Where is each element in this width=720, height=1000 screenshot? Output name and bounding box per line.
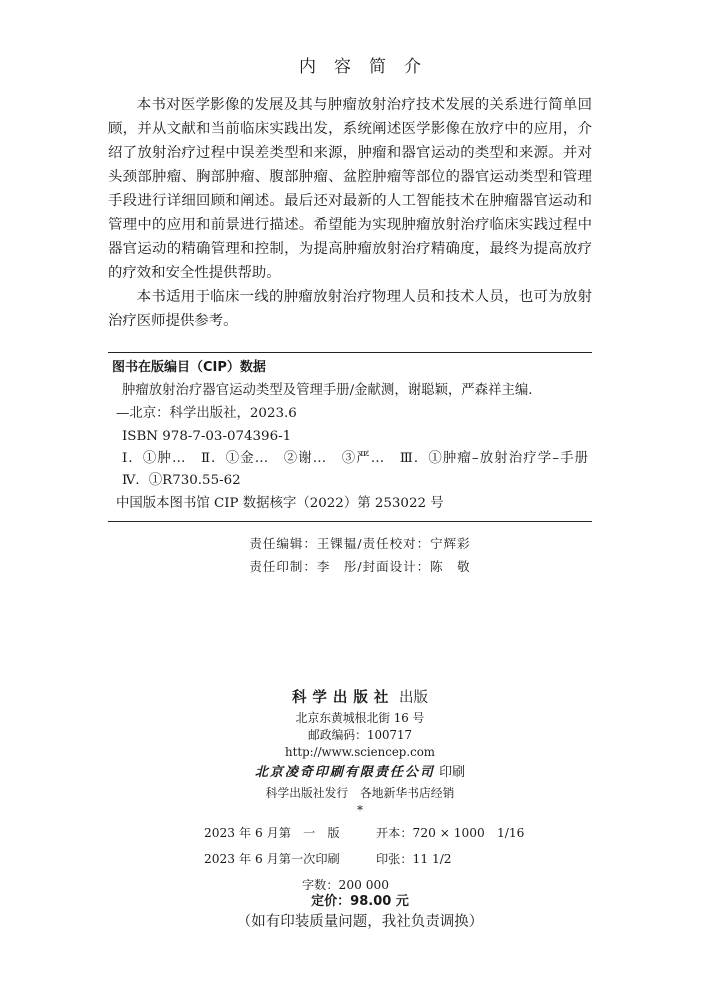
distribution-line: 科学出版社发行 各地新华书店经销 xyxy=(265,786,455,800)
printer-suffix: 印刷 xyxy=(439,765,466,780)
cip-verification: 中国版本图书馆 CIP 数据核字（2022）第 253022 号 xyxy=(116,496,444,511)
format-info: 开本：720 × 1000 1/16 xyxy=(376,826,525,840)
quality-note: （如有印装质量问题，我社负责调换） xyxy=(236,914,484,930)
page-title: 内容简介 xyxy=(299,57,439,77)
cip-classification: Ⅰ．①肿… Ⅱ．①金… ②谢… ③严… Ⅲ．①肿瘤–放射治疗学–手册 Ⅳ．①R730.55-62 xyxy=(122,451,602,488)
summary-paragraph-2: 本书适用于临床一线的肿瘤放射治疗物理人员和技术人员，也可为放射治疗医师提供参考。 xyxy=(108,289,592,329)
staff-line-print: 责任印制：李 彤/封面设计：陈 敬 xyxy=(249,559,471,574)
word-count: 字数：200 000 xyxy=(302,878,389,892)
summary-paragraph-1: 本书对医学影像的发展及其与肿瘤放射治疗技术发展的关系进行简单回顾，并从文献和当前临床实践出发，系统阐述医学影像在放疗中的应用，介绍了放射治疗过程中误差类型和来源，肿瘤和器官运动的类型和来源。并对头颈部肿瘤、胸部肿瘤、腹部肿瘤、盆腔肿瘤等部位的器官运动类型和管理手段进行详细回顾和阐述。最后还对最新的人工智能技术在肿瘤器官运动和管理中的应用和前景进行描述。希望能为实现肿瘤放射治疗临床实践过程中器官运动的精确管理和控制，为提高肿瘤放射治疗精确度，最终为提高放疗的疗效和安全性提供帮助。 xyxy=(108,97,592,281)
cip-data-block xyxy=(108,352,602,522)
imprint-block xyxy=(0,686,720,818)
publisher-address: 北京东黄城根北街 16 号 xyxy=(295,711,425,725)
printer-line xyxy=(0,761,720,785)
separator-star: * xyxy=(357,803,363,817)
staff-credits xyxy=(0,532,720,578)
printer-logo: 北京凌奇印刷有限责任公司 xyxy=(254,765,435,780)
publisher-postcode: 邮政编码：100717 xyxy=(307,728,413,742)
printing-info: 2023 年 6 月第一次印刷 xyxy=(204,852,340,866)
publisher-suffix: 出版 xyxy=(399,690,429,706)
summary-section xyxy=(108,93,592,333)
cip-heading: 图书在版编目（CIP）数据 xyxy=(112,360,266,375)
cip-title-line: 肿瘤放射治疗器官运动类型及管理手册/金献测，谢聪颖，严森祥主编． xyxy=(122,383,542,398)
cip-isbn: ISBN 978-7-03-074396-1 xyxy=(122,429,292,444)
sheets-info: 印张：11 1/2 xyxy=(376,852,452,866)
publisher-url: http://www.sciencep.com xyxy=(285,745,435,759)
cip-publisher-line: —北京：科学出版社，2023.6 xyxy=(116,406,297,421)
edition-info: 2023 年 6 月第 一 版 xyxy=(204,826,340,840)
publisher-logo: 科学出版社 xyxy=(291,689,395,706)
publisher-line xyxy=(0,686,720,710)
edition-specs xyxy=(0,820,720,898)
staff-line-editors: 责任编辑：王锞韫/责任校对：宁辉彩 xyxy=(249,536,471,551)
price-line: 定价：98.00 元 xyxy=(311,894,409,909)
